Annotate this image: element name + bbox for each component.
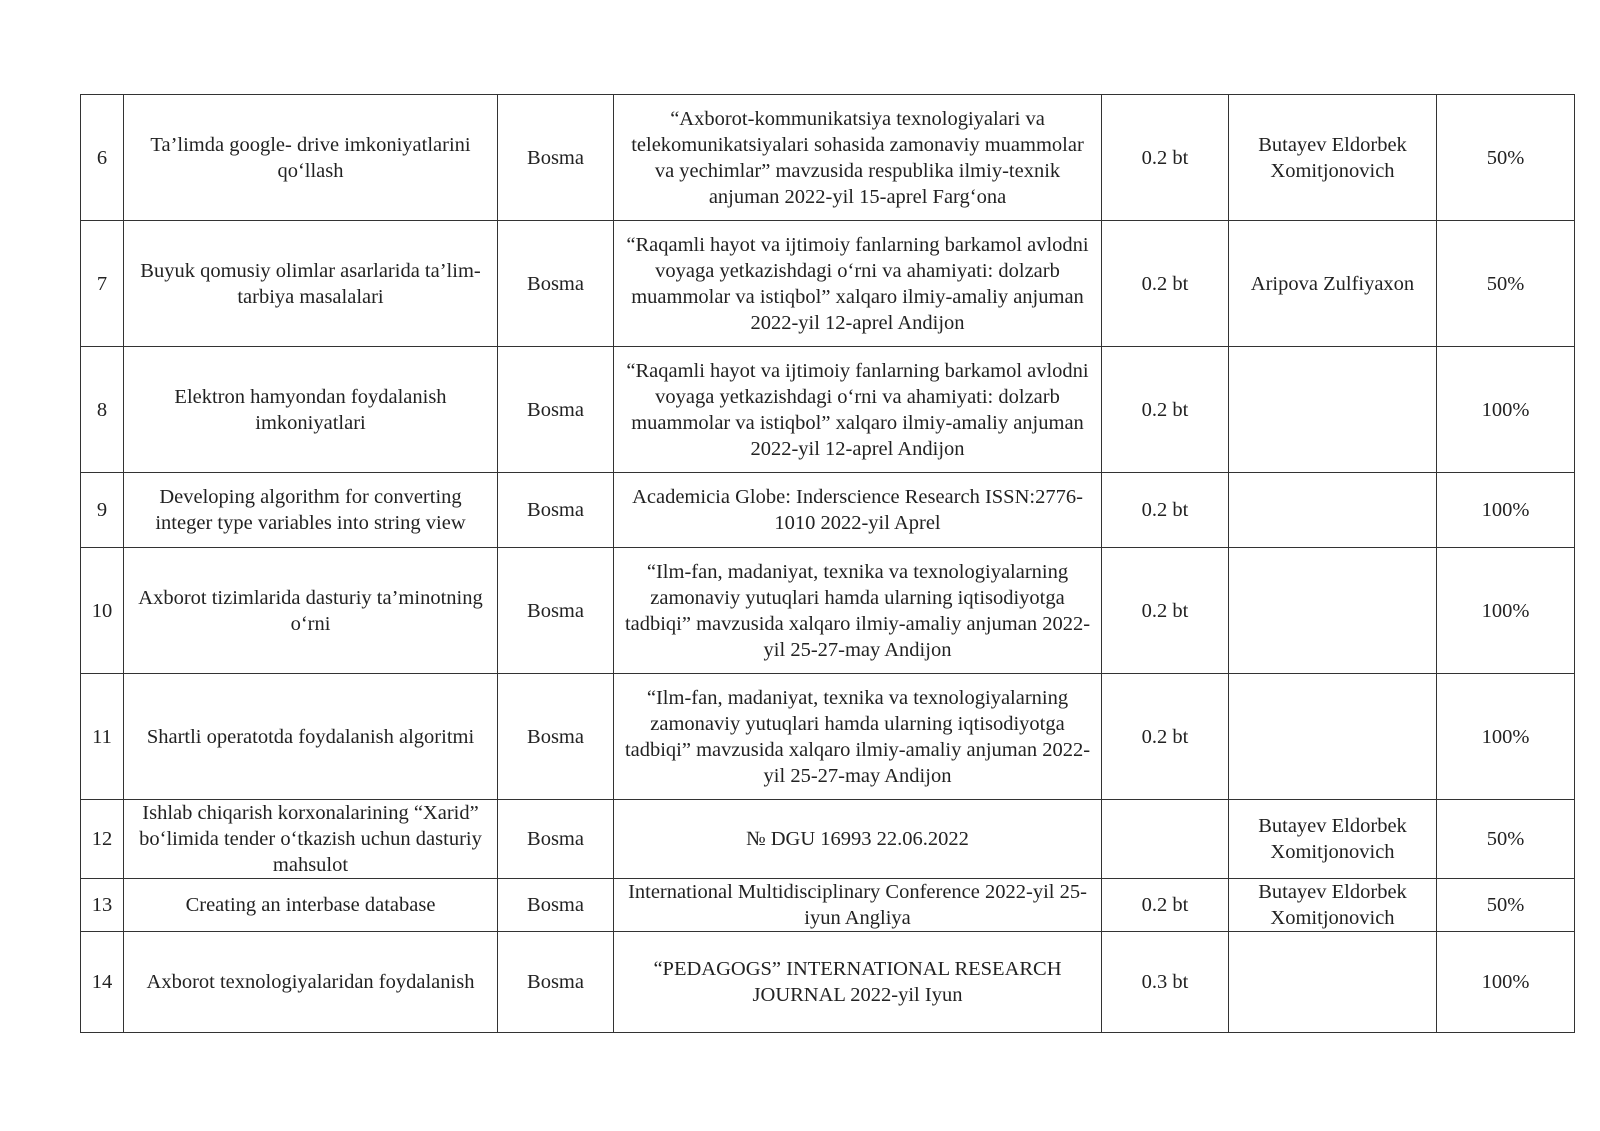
volume-cell [1102,800,1229,879]
publication-type-cell: Bosma [498,879,614,932]
row-number-cell: 7 [81,221,124,347]
row-number-cell: 6 [81,95,124,221]
share-cell: 50% [1437,879,1575,932]
table-row [81,473,1575,548]
publication-title-cell: Axborot tizimlarida dasturiy ta’minotning o‘rni [124,548,498,674]
share-cell: 100% [1437,548,1575,674]
publication-venue-cell: “Raqamli hayot va ijtimoiy fanlarning barkamol avlodni voyaga yetkazishdagi o‘rni va ahamiyati: dolzarb muammolar va istiqbol” xalqaro ilmiy-amaliy anjuman 2022-yil 12-aprel Andijon [614,347,1102,473]
share-cell: 100% [1437,674,1575,800]
table-row [81,879,1575,932]
publication-title-cell: Shartli operatotda foydalanish algoritmi [124,674,498,800]
volume-cell: 0.2 bt [1102,221,1229,347]
publication-type-cell: Bosma [498,548,614,674]
publication-type-cell: Bosma [498,932,614,1033]
publication-title-cell: Buyuk qomusiy olimlar asarlarida ta’lim-tarbiya masalalari [124,221,498,347]
publication-venue-cell: “Ilm-fan, madaniyat, texnika va texnologiyalarning zamonaviy yutuqlari hamda ularning iqtisodiyotga tadbiqi” mavzusida xalqaro ilmiy-amaliy anjuman 2022-yil 25-27-may Andijon [614,548,1102,674]
coauthor-cell [1229,473,1437,548]
row-number-cell: 12 [81,800,124,879]
publication-title-cell: Axborot texnologiyalaridan foydalanish [124,932,498,1033]
coauthor-cell: Aripova Zulfiyaxon [1229,221,1437,347]
publication-venue-cell: “Ilm-fan, madaniyat, texnika va texnologiyalarning zamonaviy yutuqlari hamda ularning iqtisodiyotga tadbiqi” mavzusida xalqaro ilmiy-amaliy anjuman 2022-yil 25-27-may Andijon [614,674,1102,800]
table-row [81,347,1575,473]
publication-venue-cell: № DGU 16993 22.06.2022 [614,800,1102,879]
coauthor-cell [1229,548,1437,674]
row-number-cell: 9 [81,473,124,548]
row-number-cell: 11 [81,674,124,800]
publication-venue-cell: “PEDAGOGS” INTERNATIONAL RESEARCH JOURNAL 2022-yil Iyun [614,932,1102,1033]
volume-cell: 0.2 bt [1102,548,1229,674]
publication-type-cell: Bosma [498,221,614,347]
table-row [81,932,1575,1033]
volume-cell: 0.3 bt [1102,932,1229,1033]
table-row [81,95,1575,221]
table-row [81,674,1575,800]
publication-venue-cell: Academicia Globe: Inderscience Research ISSN:2776-1010 2022-yil Aprel [614,473,1102,548]
coauthor-cell: Butayev Eldorbek Xomitjonovich [1229,95,1437,221]
publication-venue-cell: International Multidisciplinary Conference 2022-yil 25-iyun Angliya [614,879,1102,932]
table-row [81,800,1575,879]
share-cell: 100% [1437,932,1575,1033]
publication-venue-cell: “Raqamli hayot va ijtimoiy fanlarning barkamol avlodni voyaga yetkazishdagi o‘rni va ahamiyati: dolzarb muammolar va istiqbol” xalqaro ilmiy-amaliy anjuman 2022-yil 12-aprel Andijon [614,221,1102,347]
coauthor-cell: Butayev Eldorbek Xomitjonovich [1229,800,1437,879]
coauthor-cell: Butayev Eldorbek Xomitjonovich [1229,879,1437,932]
row-number-cell: 8 [81,347,124,473]
publication-title-cell: Ta’limda google- drive imkoniyatlarini qo‘llash [124,95,498,221]
table-row [81,221,1575,347]
publication-title-cell: Creating an interbase database [124,879,498,932]
publication-title-cell: Developing algorithm for converting integer type variables into string view [124,473,498,548]
coauthor-cell [1229,347,1437,473]
share-cell: 50% [1437,95,1575,221]
publications-table [80,94,1575,1033]
share-cell: 50% [1437,221,1575,347]
publication-type-cell: Bosma [498,674,614,800]
volume-cell: 0.2 bt [1102,473,1229,548]
publication-type-cell: Bosma [498,800,614,879]
publication-type-cell: Bosma [498,95,614,221]
row-number-cell: 13 [81,879,124,932]
share-cell: 100% [1437,473,1575,548]
publication-title-cell: Elektron hamyondan foydalanish imkoniyatlari [124,347,498,473]
share-cell: 50% [1437,800,1575,879]
volume-cell: 0.2 bt [1102,95,1229,221]
share-cell: 100% [1437,347,1575,473]
row-number-cell: 10 [81,548,124,674]
row-number-cell: 14 [81,932,124,1033]
publication-title-cell: Ishlab chiqarish korxonalarining “Xarid” bo‘limida tender o‘tkazish uchun dasturiy mahsulot [124,800,498,879]
table-row [81,548,1575,674]
coauthor-cell [1229,932,1437,1033]
volume-cell: 0.2 bt [1102,347,1229,473]
volume-cell: 0.2 bt [1102,879,1229,932]
publication-type-cell: Bosma [498,473,614,548]
publication-type-cell: Bosma [498,347,614,473]
publication-venue-cell: “Axborot-kommunikatsiya texnologiyalari va telekomunikatsiyalari sohasida zamonaviy muammolar va yechimlar” mavzusida respublika ilmiy-texnik anjuman 2022-yil 15-aprel Farg‘ona [614,95,1102,221]
coauthor-cell [1229,674,1437,800]
volume-cell: 0.2 bt [1102,674,1229,800]
